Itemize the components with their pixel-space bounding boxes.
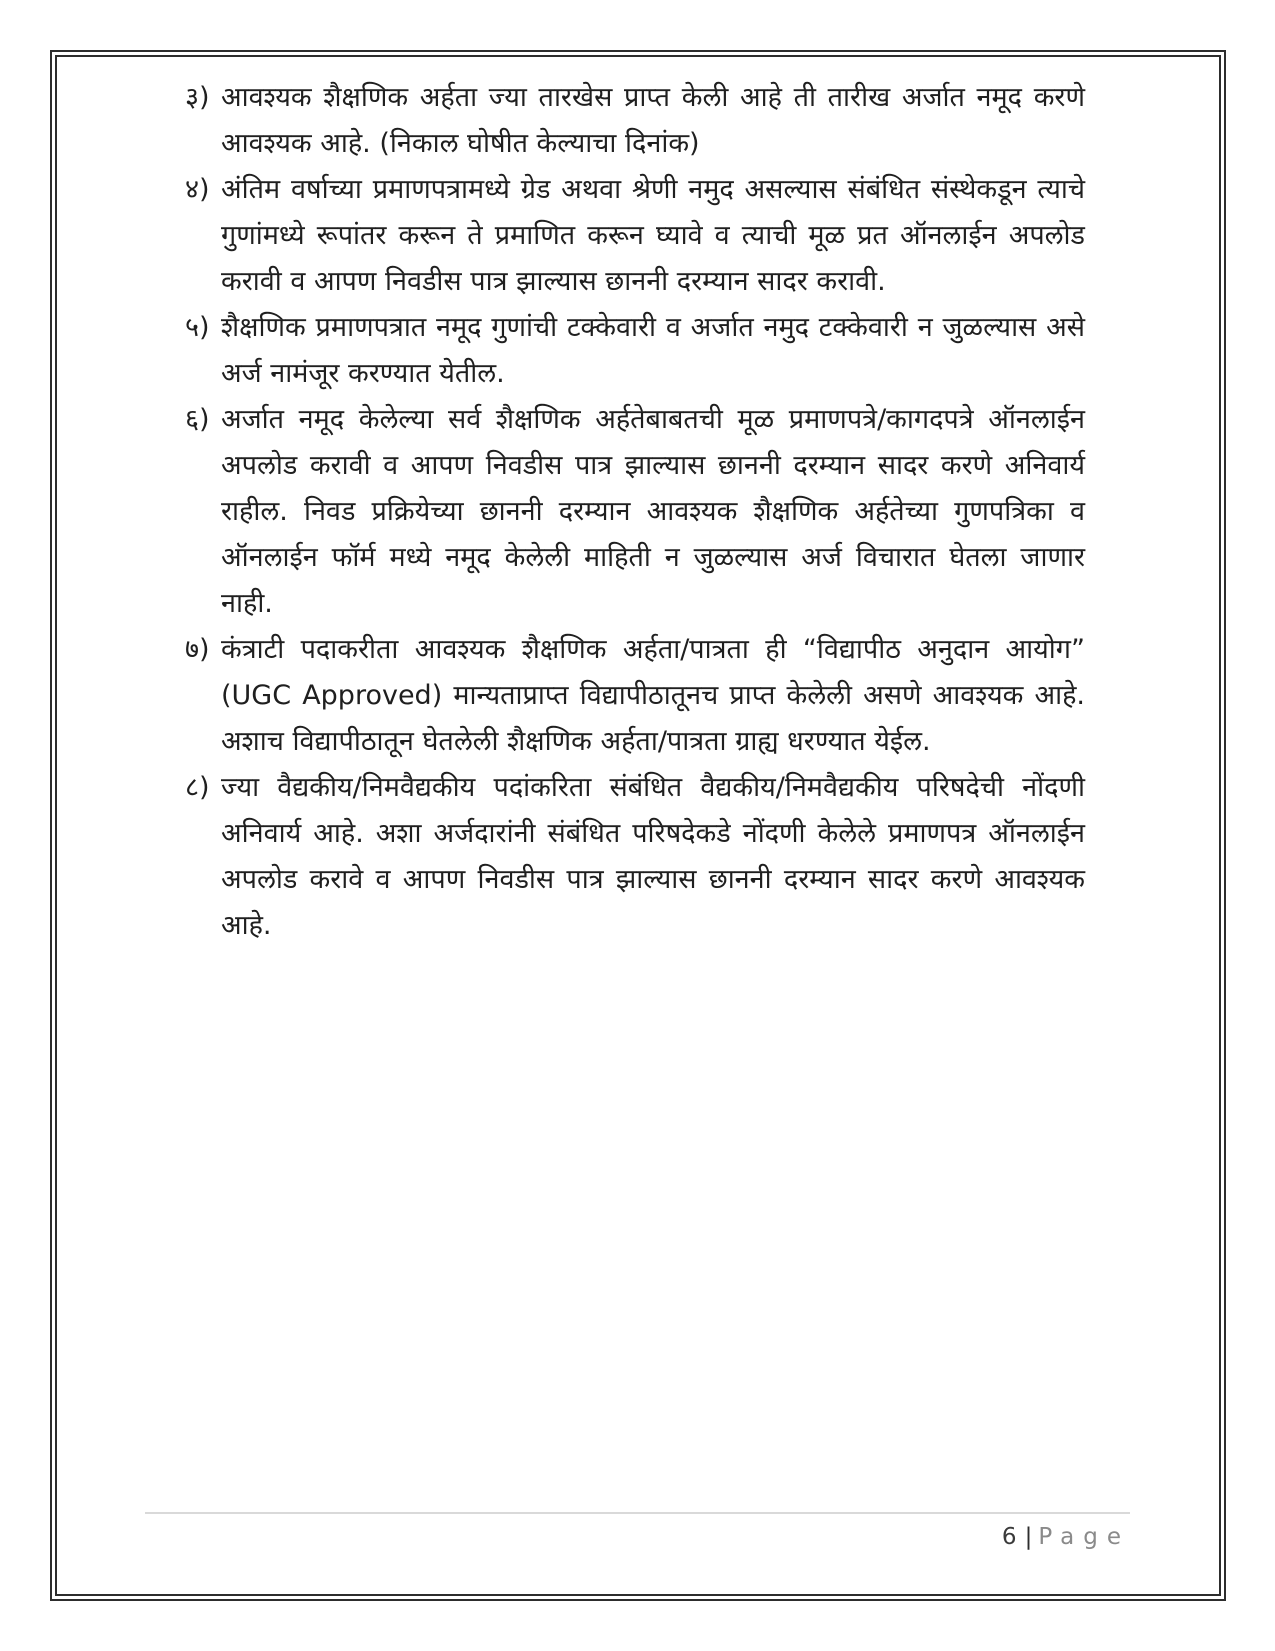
list-item-text: कंत्राटी पदाकरीता आवश्यक शैक्षणिक अर्हता/पात्रता ही “विद्यापीठ अनुदान आयोग” (UGC Approved) मान्यताप्राप्त विद्यापीठातूनच प्राप्त केलेली असणे आवश्यक आहे. अशाच विद्यापीठातून घेतलेली शैक्षणिक अर्हता/पात्रता ग्राह्य धरण्यात येईल.: [221, 634, 1085, 757]
list-item-text: आवश्यक शैक्षणिक अर्हता ज्या तारखेस प्राप्त केली आहे ती तारीख अर्जात नमूद करणे आवश्यक आहे. (निकाल घोषीत केल्याचा दिनांक): [221, 82, 1085, 159]
list-item-text: शैक्षणिक प्रमाणपत्रात नमूद गुणांची टक्केवारी व अर्जात नमुद टक्केवारी न जुळल्यास असे अर्ज नामंजूर करण्यात येतील.: [221, 312, 1085, 389]
page-border-inner: [55, 55, 1221, 1596]
list-item: [185, 397, 1085, 627]
list-item-number: ५): [185, 312, 210, 343]
page-number: 6: [1001, 1524, 1019, 1550]
list-item: [185, 167, 1085, 305]
list-item-number: ४): [185, 174, 210, 205]
list-item: [185, 765, 1085, 949]
list-item-text: ज्या वैद्यकीय/निमवैद्यकीय पदांकरिता संबंधित वैद्यकीय/निमवैद्यकीय परिषदेची नोंदणी अनिवार्य आहे. अशा अर्जदारांनी संबंधित परिषदेकडे नोंदणी केलेले प्रमाणपत्र ऑनलाईन अपलोड करावे व आपण निवडीस पात्र झाल्यास छाननी दरम्यान सादर करणे आवश्यक आहे.: [221, 772, 1085, 941]
list-item-text: अर्जात नमूद केलेल्या सर्व शैक्षणिक अर्हतेबाबतची मूळ प्रमाणपत्रे/कागदपत्रे ऑनलाईन अपलोड करावी व आपण निवडीस पात्र झाल्यास छाननी दरम्यान सादर करणे अनिवार्य राहील. निवड प्रक्रियेच्या छाननी दरम्यान आवश्यक शैक्षणिक अर्हतेच्या गुणपत्रिका व ऑनलाईन फॉर्म मध्ये नमूद केलेली माहिती न जुळल्यास अर्ज विचारात घेतला जाणार नाही.: [221, 404, 1085, 619]
list-item: [185, 75, 1085, 167]
document-body: [185, 75, 1085, 949]
footer-page-label: Page: [1038, 1524, 1130, 1550]
list-item: [185, 305, 1085, 397]
list-item-number: ८): [185, 772, 210, 803]
list-item-number: ३): [185, 82, 210, 113]
page-border-outer: [50, 50, 1226, 1601]
page-footer: [145, 1512, 1130, 1550]
list-item-number: ७): [185, 634, 210, 665]
list-item-text: अंतिम वर्षाच्या प्रमाणपत्रामध्ये ग्रेड अथवा श्रेणी नमुद असल्यास संबंधित संस्थेकडून त्याचे गुणांमध्ये रूपांतर करून ते प्रमाणित करून घ्यावे व त्याची मूळ प्रत ऑनलाईन अपलोड करावी व आपण निवडीस पात्र झाल्यास छाननी दरम्यान सादर करावी.: [221, 174, 1085, 297]
list-item: [185, 627, 1085, 765]
list-item-number: ६): [185, 404, 210, 435]
footer-separator: |: [1024, 1524, 1033, 1550]
